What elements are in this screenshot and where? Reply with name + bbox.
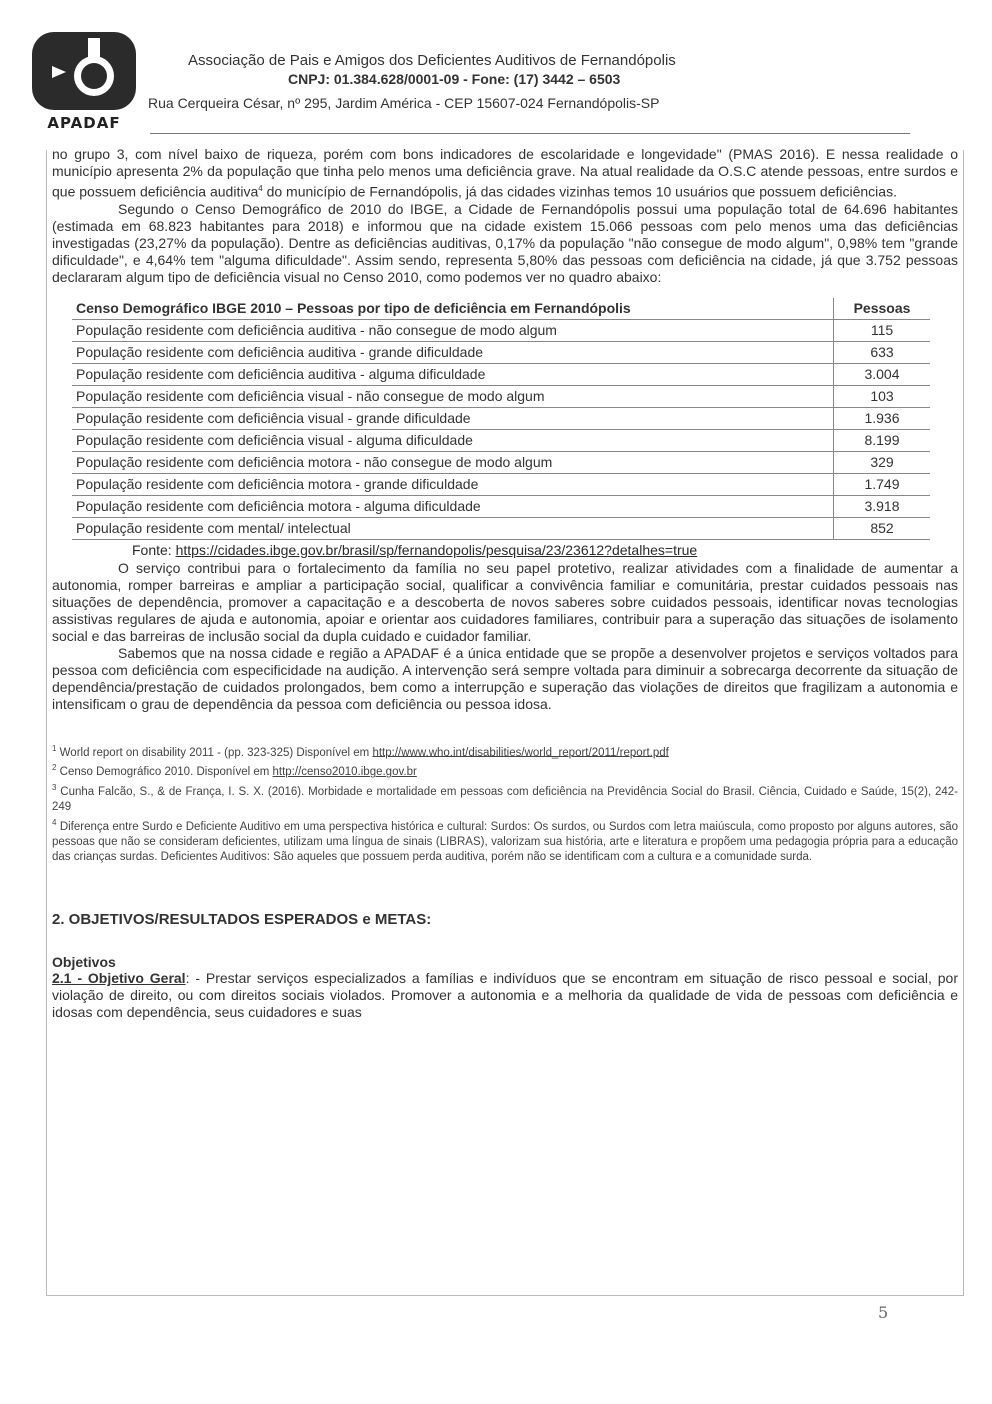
footnote-text: Censo Demográfico 2010. Disponível em bbox=[59, 766, 273, 779]
row-value: 633 bbox=[834, 341, 931, 363]
paragraph-2: Segundo o Censo Demográfico de 2010 do IBGE, a Cidade de Fernandópolis possui uma população total de 64.696 habitantes (estimada em 68.823 habitantes para 2018) e informou que na cidade existem 15.066 pessoas com pelo menos uma das deficiências investigadas (23,27% da população). Dentre as deficiências auditivas, 0,17% da população "não consegue de modo algum", 0,98% tem "grande dificuldade", e 4,64% tem "alguma dificuldade". Assim sendo, representa 5,80% das pessoas com deficiência na cidade, já que 3.752 pessoas declararam algum tipo de deficiência visual no Censo 2010, como podemos ver no quadro abaixo: bbox=[52, 200, 958, 285]
address: Rua Cerqueira César, nº 295, Jardim América - CEP 15607-024 Fernandópolis-SP bbox=[148, 95, 660, 111]
paragraph-1 bbox=[52, 146, 958, 201]
organization-logo bbox=[30, 30, 138, 132]
paragraph-1-text: no grupo 3, com nível baixo de riqueza, porém com bons indicadores de escolaridade e longevidade" (PMAS 2016). E nessa realidade o município apresenta 2% da população que tinha pelo menos uma deficiência grave. Na atual realidade da O.S.C atende pessoas, entre surdos e que possuem deficiência auditiva bbox=[52, 146, 958, 200]
row-label: População residente com deficiência auditiva - grande dificuldade bbox=[72, 341, 834, 363]
row-label: População residente com deficiência motora - não consegue de modo algum bbox=[72, 451, 834, 473]
row-label: População residente com deficiência visual - alguma dificuldade bbox=[72, 429, 834, 451]
row-label: População residente com deficiência visual - grande dificuldade bbox=[72, 407, 834, 429]
objectives-subheading: Objetivos bbox=[52, 953, 116, 970]
footnote-number: 3 bbox=[52, 783, 57, 793]
footnotes bbox=[52, 741, 958, 865]
table-row bbox=[72, 451, 930, 473]
row-label: População residente com mental/ intelectual bbox=[72, 517, 834, 539]
general-objective-label: 2.1 - Objetivo Geral bbox=[52, 969, 186, 986]
table-row bbox=[72, 363, 930, 385]
row-value: 103 bbox=[834, 385, 931, 407]
footnote-number: 1 bbox=[52, 743, 57, 753]
footnote-ref-4: 4 bbox=[258, 184, 263, 193]
footnote-link[interactable]: http://www.who.int/disabilities/world_report/2011/report.pdf bbox=[372, 746, 669, 759]
table-row bbox=[72, 495, 930, 517]
row-value: 8.199 bbox=[834, 429, 931, 451]
row-value: 1.749 bbox=[834, 473, 931, 495]
source-link[interactable]: https://cidades.ibge.gov.br/brasil/sp/fernandopolis/pesquisa/23/23612?detalhes=true bbox=[175, 541, 698, 558]
table-row bbox=[72, 341, 930, 363]
census-table bbox=[72, 298, 930, 540]
pessoas-column-header: Pessoas bbox=[834, 298, 931, 320]
organization-name: Associação de Pais e Amigos dos Deficientes Auditivos de Fernandópolis bbox=[188, 52, 676, 69]
paragraph-1-end: do município de Fernandópolis, já das cidades vizinhas temos 10 usuários que possuem deficiências. bbox=[262, 183, 897, 200]
row-label: População residente com deficiência motora - grande dificuldade bbox=[72, 473, 834, 495]
footnote-number: 2 bbox=[52, 763, 57, 773]
footnote-3 bbox=[52, 780, 958, 815]
footnote-number: 4 bbox=[52, 818, 57, 828]
footnote-text: Diferença entre Surdo e Deficiente Auditivo em uma perspectiva histórica e cultural: Surdos: Os surdos, ou Surdos com letra maiúscula, como proposto por alguns autores, são pessoas que não se consideram deficientes, utilizam uma língua de sinais (LIBRAS), valorizam sua história, arte e literatura e propõem uma pedagogia própria para a educação das crianças surdas. Deficientes Auditivos: São aqueles que possuem perda auditiva, porém não se identificam com a cultura e a comunidade surda. bbox=[52, 820, 958, 863]
source-prefix: Fonte: bbox=[132, 541, 176, 558]
logo-text: APADAF bbox=[47, 114, 121, 132]
table-title: Censo Demográfico IBGE 2010 – Pessoas por tipo de deficiência em Fernandópolis bbox=[72, 298, 834, 320]
footnote-text: World report on disability 2011 - (pp. 323-325) Disponível em bbox=[59, 746, 373, 759]
table-row bbox=[72, 517, 930, 539]
paragraph-3: O serviço contribui para o fortalecimento da família no seu papel protetivo, realizar atividades com a finalidade de aumentar a autonomia, romper barreiras e ampliar a participação social, qualificar a convivência familiar e comunitária, prestar cuidados pessoais nas situações de dependência, promover a capacitação e a descoberta de novos saberes sobre cuidados pessoais, identificar novas tecnologias assistivas regulares de ajuda e autonomia, apoiar e orientar aos cuidadores familiares, contribuir para a superação das situações de isolamento social e das barreiras de inclusão social da dupla cuidado e cuidador familiar. bbox=[52, 559, 958, 644]
general-objective-text: : - Prestar serviços especializados a famílias e indivíduos que se encontram em situação de risco pessoal e social, por violação de direito, ou com direitos sociais violados. Promover a autonomia e a melhoria da qualidade de vida de pessoas com deficiência e idosas com dependência, seus cuidadores e suas bbox=[52, 969, 958, 1020]
row-label: População residente com deficiência auditiva - não consegue de modo algum bbox=[72, 319, 834, 341]
footnote-text: Cunha Falcão, S., & de França, I. S. X. (2016). Morbidade e mortalidade em pessoas com deficiência na Previdência Social do Brasil. Ciência, Cuidado e Saúde, 15(2), 242-249 bbox=[52, 786, 958, 814]
row-value: 852 bbox=[834, 517, 931, 539]
document-body bbox=[52, 146, 958, 1021]
footnote-4 bbox=[52, 815, 958, 865]
table-row bbox=[72, 429, 930, 451]
footnote-1 bbox=[52, 741, 958, 761]
header-divider bbox=[150, 133, 910, 134]
section-heading: 2. OBJETIVOS/RESULTADOS ESPERADOS e METAS: bbox=[52, 910, 432, 928]
row-value: 329 bbox=[834, 451, 931, 473]
table-row bbox=[72, 385, 930, 407]
apadaf-logo-icon bbox=[30, 30, 138, 112]
footnote-2 bbox=[52, 760, 958, 780]
table-source bbox=[132, 542, 958, 558]
table-row bbox=[72, 319, 930, 341]
table-row bbox=[72, 473, 930, 495]
letterhead bbox=[148, 52, 878, 111]
cnpj-phone: CNPJ: 01.384.628/0001-09 - Fone: (17) 3442 – 6503 bbox=[288, 71, 621, 87]
table-header-row bbox=[72, 298, 930, 320]
census-table-body bbox=[72, 319, 930, 539]
table-row bbox=[72, 407, 930, 429]
general-objective bbox=[52, 970, 958, 1021]
row-value: 115 bbox=[834, 319, 931, 341]
row-label: População residente com deficiência visual - não consegue de modo algum bbox=[72, 385, 834, 407]
row-label: População residente com deficiência motora - alguma dificuldade bbox=[72, 495, 834, 517]
row-value: 3.918 bbox=[834, 495, 931, 517]
paragraph-4: Sabemos que na nossa cidade e região a APADAF é a única entidade que se propõe a desenvolver projetos e serviços voltados para pessoa com deficiência com especificidade na audição. A intervenção será sempre voltada para diminuir a sobrecarga decorrente da situação de dependência/prestação de cuidados prolongados, bem como a interrupção e superação das violações de direitos que fragilizam a autonomia e intensificam o grau de dependência da pessoa com deficiência ou pessoa idosa. bbox=[52, 644, 958, 712]
footnote-link[interactable]: http://censo2010.ibge.gov.br bbox=[272, 766, 417, 779]
page-number: 5 bbox=[878, 1303, 889, 1322]
row-value: 3.004 bbox=[834, 363, 931, 385]
row-label: População residente com deficiência auditiva - alguma dificuldade bbox=[72, 363, 834, 385]
row-value: 1.936 bbox=[834, 407, 931, 429]
